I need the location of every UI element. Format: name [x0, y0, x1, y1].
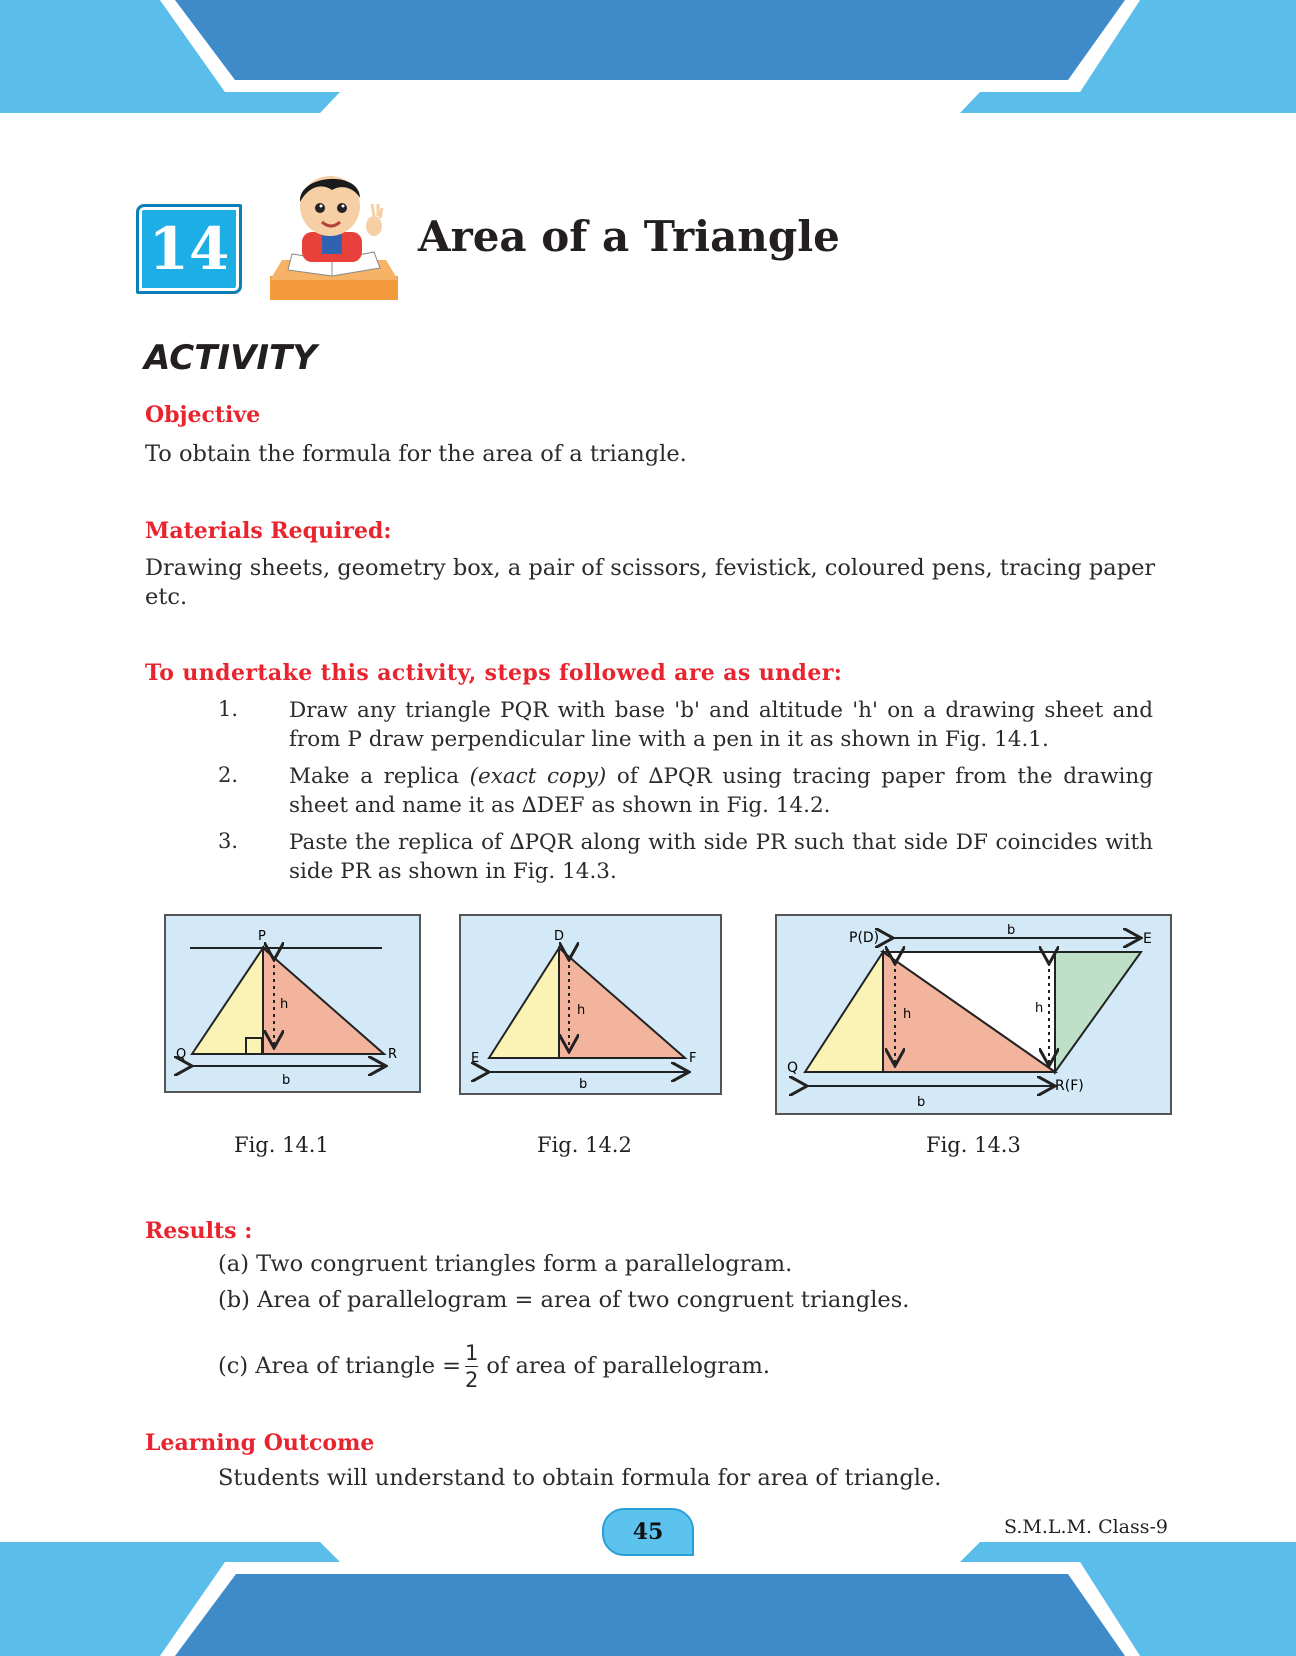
label-rf: R(F): [1055, 1078, 1084, 1094]
result-c: [218, 1340, 770, 1393]
materials-line-1: Drawing sheets, geometry box, a pair of scissors, fevistick, coloured pens, tracing paper: [145, 555, 1156, 581]
top-banner: [0, 0, 1296, 115]
result-c-prefix: (c) Area of triangle =: [218, 1353, 462, 1379]
label-q: Q: [176, 1047, 187, 1062]
step-text-part: of ∆PQR using tracing paper from the drawing sheet and name it as ∆DEF as shown in Fig. 14.2.: [289, 764, 1154, 818]
step-text-part: Make a replica: [289, 764, 470, 789]
figure-14-2: [459, 914, 723, 1096]
label-h: h: [280, 997, 289, 1012]
result-c-suffix: of area of parallelogram.: [486, 1353, 771, 1379]
chapter-number-badge: 14: [136, 204, 242, 294]
step-number: 2.: [218, 763, 239, 787]
steps-heading: To undertake this activity, steps followed are as under:: [145, 660, 843, 686]
label-p: P: [258, 929, 266, 944]
label-d: D: [554, 929, 565, 944]
fraction-denominator: 2: [465, 1368, 479, 1392]
boy-reading-illustration: [262, 168, 402, 310]
label-b-bottom: b: [917, 1095, 926, 1110]
objective-text: To obtain the formula for the area of a triangle.: [145, 441, 687, 467]
label-pd: P(D): [849, 930, 880, 946]
materials-text: [145, 554, 1157, 612]
label-e: E: [471, 1051, 480, 1066]
step-text: Paste the replica of ∆PQR along with side PR such that side DF coincides with side PR as shown in Fig. 14.3.: [289, 830, 1153, 884]
chapter-title: Area of a Triangle: [418, 212, 840, 261]
label-b-top: b: [1007, 923, 1016, 938]
step-number: 1.: [218, 697, 239, 721]
objective-heading: Objective: [145, 402, 261, 428]
materials-line-2: etc.: [145, 584, 188, 610]
label-r: R: [388, 1047, 398, 1062]
footer-label: S.M.L.M. Class-9: [1004, 1516, 1169, 1538]
figure-14-1: [164, 914, 422, 1094]
label-e: E: [1143, 931, 1152, 947]
result-a: (a) Two congruent triangles form a parallelogram.: [218, 1251, 793, 1277]
learning-outcome-text: Students will understand to obtain formula for area of triangle.: [218, 1465, 942, 1491]
step-text: [289, 763, 1153, 820]
label-b: b: [282, 1073, 291, 1088]
materials-heading: Materials Required:: [145, 518, 392, 544]
label-h-right: h: [1035, 1001, 1044, 1016]
result-b: (b) Area of parallelogram = area of two congruent triangles.: [218, 1287, 910, 1313]
label-f: F: [689, 1051, 697, 1066]
step-text-italic: (exact copy): [469, 764, 607, 789]
activity-heading: ACTIVITY: [144, 338, 317, 378]
figure-caption: Fig. 14.2: [537, 1133, 632, 1157]
label-b: b: [579, 1077, 588, 1092]
bottom-banner: [0, 1540, 1296, 1656]
one-half-fraction: [465, 1340, 478, 1393]
label-h: h: [577, 1003, 586, 1018]
label-h-left: h: [903, 1007, 912, 1022]
results-heading: Results :: [145, 1218, 253, 1244]
learning-outcome-heading: Learning Outcome: [145, 1430, 375, 1456]
page-number: 45: [602, 1508, 694, 1556]
step-text: Draw any triangle PQR with base 'b' and altitude 'h' on a drawing sheet and from P draw perpendicular line with a pen in it as shown in Fig. 14.1.: [289, 698, 1153, 752]
figure-caption: Fig. 14.1: [234, 1133, 329, 1157]
label-q: Q: [787, 1060, 799, 1076]
step-number: 3.: [218, 829, 239, 853]
figure-14-3: [775, 914, 1173, 1116]
fraction-numerator: 1: [465, 1341, 479, 1365]
figure-caption: Fig. 14.3: [926, 1133, 1021, 1157]
